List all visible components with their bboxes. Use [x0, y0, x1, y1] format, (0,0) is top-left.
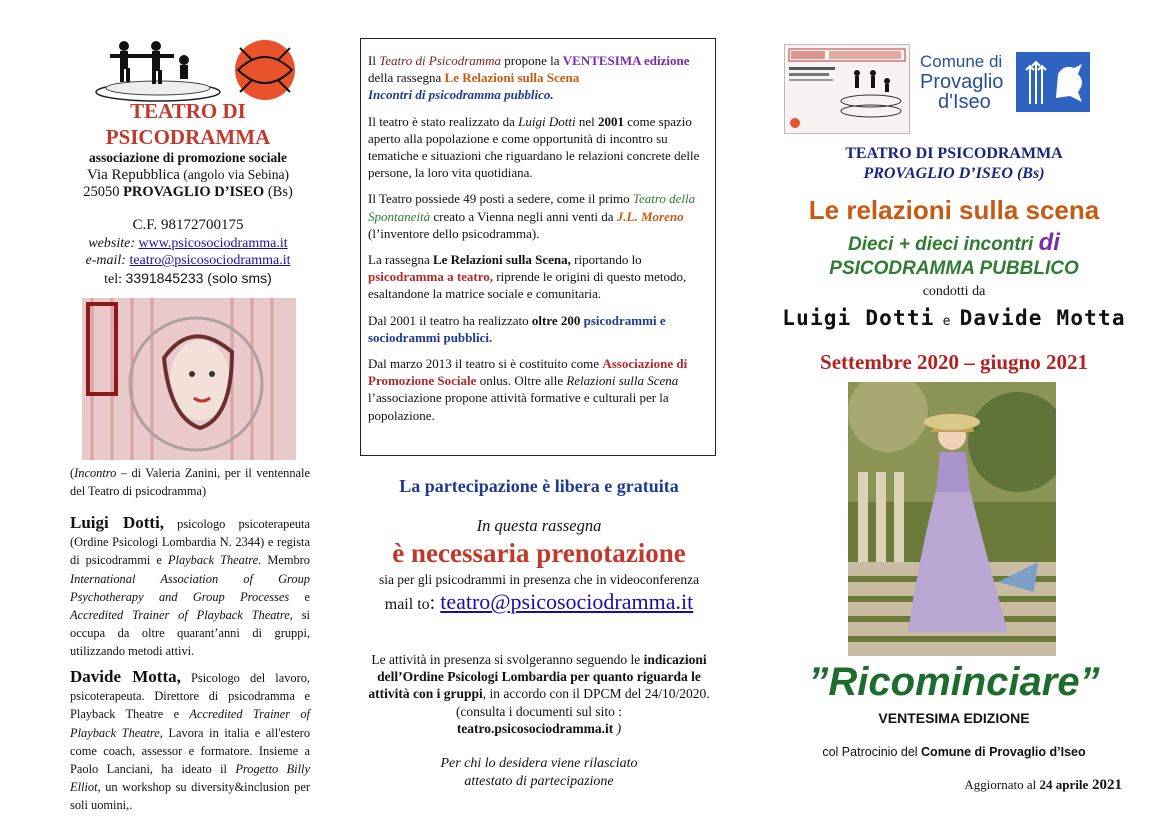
- p1-a: Il: [368, 53, 380, 68]
- email-label: e-mail:: [85, 253, 130, 268]
- caption-title: Incontro: [74, 466, 117, 480]
- bio1-text-b: Playback Theatre.: [167, 553, 262, 568]
- email-link[interactable]: teatro@psicosociodramma.it: [129, 253, 291, 268]
- intro-p2: [368, 113, 705, 182]
- rassegna-note: In questa rassegna: [476, 516, 602, 535]
- act-b: indicazioni dell’Ordine Psicologi Lombardia per quanto riguarda le attività con i gruppi: [368, 652, 707, 702]
- org-address: [60, 149, 316, 201]
- mail-colon: :: [429, 592, 441, 614]
- event-subtitle: [780, 231, 1128, 281]
- act-c: , in accordo con il DPCM del 24/10/2020. (consulta i documenti sul sito :: [455, 686, 710, 719]
- p6-d: Relazioni sulla Scena: [566, 373, 679, 389]
- bio2-text-b: Accredited Trainer of Playback Theatre: [70, 707, 310, 740]
- bio1-name: Luigi Dotti,: [70, 513, 165, 532]
- activities-note: [360, 651, 718, 737]
- p4-b: Le Relazioni sulla Scena,: [432, 252, 571, 268]
- cert-line1: Per chi lo desidera viene rilasciato: [440, 756, 638, 771]
- p3-b: Teatro della Spontaneità: [368, 191, 696, 224]
- comune-line1: Comune di: [920, 52, 1003, 71]
- street-note: (angolo via Sebina): [179, 167, 289, 182]
- conductor-1: Luigi Dotti: [782, 306, 935, 330]
- p5-c: psicodrammi e sociodrammi pubblici.: [368, 312, 666, 345]
- patronage-a: col Patrocinio del: [822, 745, 922, 759]
- bio2-text-d: Progetto Billy Elliot: [70, 762, 310, 795]
- bio1-text-e: e: [289, 589, 310, 604]
- comune-wordmark: [920, 52, 1003, 112]
- updated-b: 24 aprile: [1039, 777, 1089, 792]
- caption-rest: – di Valeria Zanini, per il ventennale del Teatro di psicodramma): [70, 466, 310, 498]
- booking-email-link[interactable]: teatro@psicosociodramma.it: [440, 589, 694, 614]
- right-org-line1: TEATRO DI PSICODRAMMA: [845, 145, 1063, 162]
- org-name: [60, 98, 316, 150]
- edition-theme: ”Ricominciare”: [808, 660, 1100, 704]
- p1-c: propone la: [501, 53, 563, 68]
- subtitle-b: PSICODRAMMA PUBBLICO: [829, 258, 1079, 279]
- intro-box: [360, 38, 716, 456]
- website-line: [60, 235, 316, 253]
- street: Via Repubblica: [87, 167, 180, 183]
- updated-date: [780, 777, 1122, 794]
- p2-a: Il teatro è stato realizzato da: [368, 113, 519, 129]
- bio2-text-e: , un workshop su diversity&inclusion per soli uomini,.: [70, 780, 310, 813]
- email-line: [60, 252, 316, 270]
- province: (Bs): [264, 184, 293, 200]
- p5-a: Dal 2001 il teatro ha realizzato: [368, 312, 532, 328]
- p1-b: Teatro di Psicodramma: [379, 53, 502, 68]
- street-line: [60, 166, 316, 184]
- association-type: associazione di promozione sociale: [88, 150, 288, 165]
- p1-g: Incontri di psicodramma pubblico.: [368, 87, 554, 103]
- comune-line2: Provaglio: [920, 71, 1004, 93]
- p6-e: l’associazione propone attività formative e culturali per la popolazione.: [368, 390, 669, 423]
- phone-label: tel:: [104, 271, 126, 287]
- p1-e: della rassegna: [368, 70, 445, 86]
- p4-a: La rassegna: [368, 252, 433, 268]
- p3-c: creato a Vienna negli anni venti da: [430, 208, 617, 224]
- intro-p6: [368, 355, 705, 424]
- caption-open: (: [70, 466, 75, 480]
- p3-d: J.L. Moreno: [616, 208, 684, 224]
- bio1-text-c: Membro: [261, 553, 310, 568]
- p1-d: VENTESIMA edizione: [562, 53, 690, 68]
- p2-e: come spazio aperto alla popolazione e come opportunità di incontro su tematiche e situazioni che riguardano le relazioni concrete delle persone, la loro vita quotidiana.: [368, 113, 700, 181]
- p3-a: Il Teatro possiede 49 posti a sedere, come il primo: [368, 191, 633, 207]
- painting-caption: [70, 464, 310, 500]
- p2-b: Luigi Dotti: [518, 113, 576, 129]
- p1-f: Le Relazioni sulla Scena: [444, 70, 580, 86]
- right-org-name: [780, 144, 1128, 184]
- booking-required: è necessaria prenotazione: [392, 538, 686, 568]
- act-e: ): [613, 720, 622, 736]
- bio2-name: Davide Motta,: [70, 667, 181, 686]
- conductors: [780, 306, 1128, 330]
- comune-crest-icon: [1016, 52, 1090, 112]
- intro-p3: [368, 190, 705, 242]
- p2-d: 2001: [597, 113, 624, 129]
- edition-label: VENTESIMA EDIZIONE: [878, 710, 1030, 726]
- bio2-text-a: Psicologo del lavoro, psicoterapeuta. Direttore di psicodramma e Playback Theatre e: [70, 671, 310, 722]
- cert-line2: attestato di partecipazione: [464, 773, 614, 789]
- updated-a: Aggiornato al: [964, 777, 1040, 792]
- patronage-b: Comune di Provaglio d’Iseo: [921, 745, 1086, 759]
- website-link[interactable]: www.psicosociodramma.it: [138, 235, 288, 251]
- bio1-text-d: International Association of Group Psychotherapy and Group Processes: [70, 571, 310, 604]
- city: PROVAGLIO D’ISEO: [123, 184, 265, 200]
- bio-davide-motta: [70, 668, 310, 815]
- intro-p4: [368, 251, 705, 303]
- subtitle-di: di: [1038, 229, 1060, 256]
- conductor-2: Davide Motta: [959, 306, 1126, 330]
- mail-line: [360, 589, 718, 615]
- bio1-text-a: psicologo psicoterapeuta (Ordine Psicologi Lombardia N. 2344) e regista di psicodrammi e: [70, 517, 310, 568]
- presence-note: sia per gli psicodrammi in presenza che in videoconferenza: [378, 572, 700, 587]
- patronage: [780, 745, 1128, 759]
- p4-c: riportando lo: [570, 252, 642, 268]
- event-dates: Settembre 2020 – giugno 2021: [820, 350, 1088, 374]
- phone-line: [60, 270, 316, 289]
- p3-e: (l’inventore dello psicodramma).: [368, 225, 540, 241]
- conductor-and: e: [942, 314, 952, 329]
- org-name-line2: PSICODRAMMA: [105, 125, 271, 149]
- site-link[interactable]: teatro.psicosociodramma.it: [456, 720, 614, 736]
- event-title: Le relazioni sulla scena: [808, 195, 1100, 225]
- lady-painting-image: [848, 382, 1056, 656]
- subtitle-line1: [780, 231, 1128, 257]
- updated-c: 2021: [1088, 777, 1122, 793]
- conducted-by: condotti da: [922, 284, 986, 299]
- org-name-line1: TEATRO DI: [130, 99, 246, 123]
- mail-label: mail to: [384, 596, 430, 613]
- p6-c: onlus. Oltre alle: [476, 373, 567, 389]
- p5-b: oltre 200: [531, 312, 581, 328]
- bio2-text-c: , Lavora in italia e all'estero come coach, assessor e formatore. Insieme a Paolo Lanciani, ha ideato il: [70, 725, 311, 777]
- subtitle-a: Dieci + dieci incontri: [848, 234, 1039, 255]
- intro-p1: [368, 52, 705, 104]
- phone-number: 3391845233 (solo sms): [125, 269, 272, 286]
- city-line: [60, 184, 316, 201]
- teatro-small-logo: [784, 44, 910, 134]
- right-org-line2: PROVAGLIO D’ISEO (Bs): [863, 165, 1045, 182]
- website-label: website:: [88, 235, 139, 251]
- intro-p5: [368, 312, 705, 346]
- act-a: Le attività in presenza si svolgeranno seguendo le: [371, 652, 644, 667]
- cap: 25050: [83, 184, 124, 200]
- p4-e: riprende le origini di questo metodo, esaltandone la matrice sociale e comunitaria.: [368, 269, 687, 302]
- org-contacts: [60, 217, 316, 288]
- p2-c: nel: [575, 113, 598, 129]
- p6-a: Dal marzo 2013 il teatro si è costituito come: [368, 356, 603, 372]
- painting-image: [82, 298, 296, 460]
- bio1-text-f: Accredited Trainer of Playback Theatre: [70, 608, 290, 623]
- comune-line3: d'Iseo: [938, 91, 991, 113]
- certificate-note: [360, 755, 718, 790]
- p6-b: Associazione di Promozione Sociale: [368, 356, 688, 389]
- participation-note: La partecipazione è libera e gratuita: [399, 476, 679, 496]
- bio1-text-g: , si occupa da oltre quarant’anni di gruppi, utilizzando metodi attivi.: [70, 608, 310, 659]
- p4-d: psicodramma a teatro,: [368, 269, 494, 285]
- bio-luigi-dotti: [70, 514, 310, 661]
- fiscal-code: C.F. 98172700175: [132, 217, 244, 233]
